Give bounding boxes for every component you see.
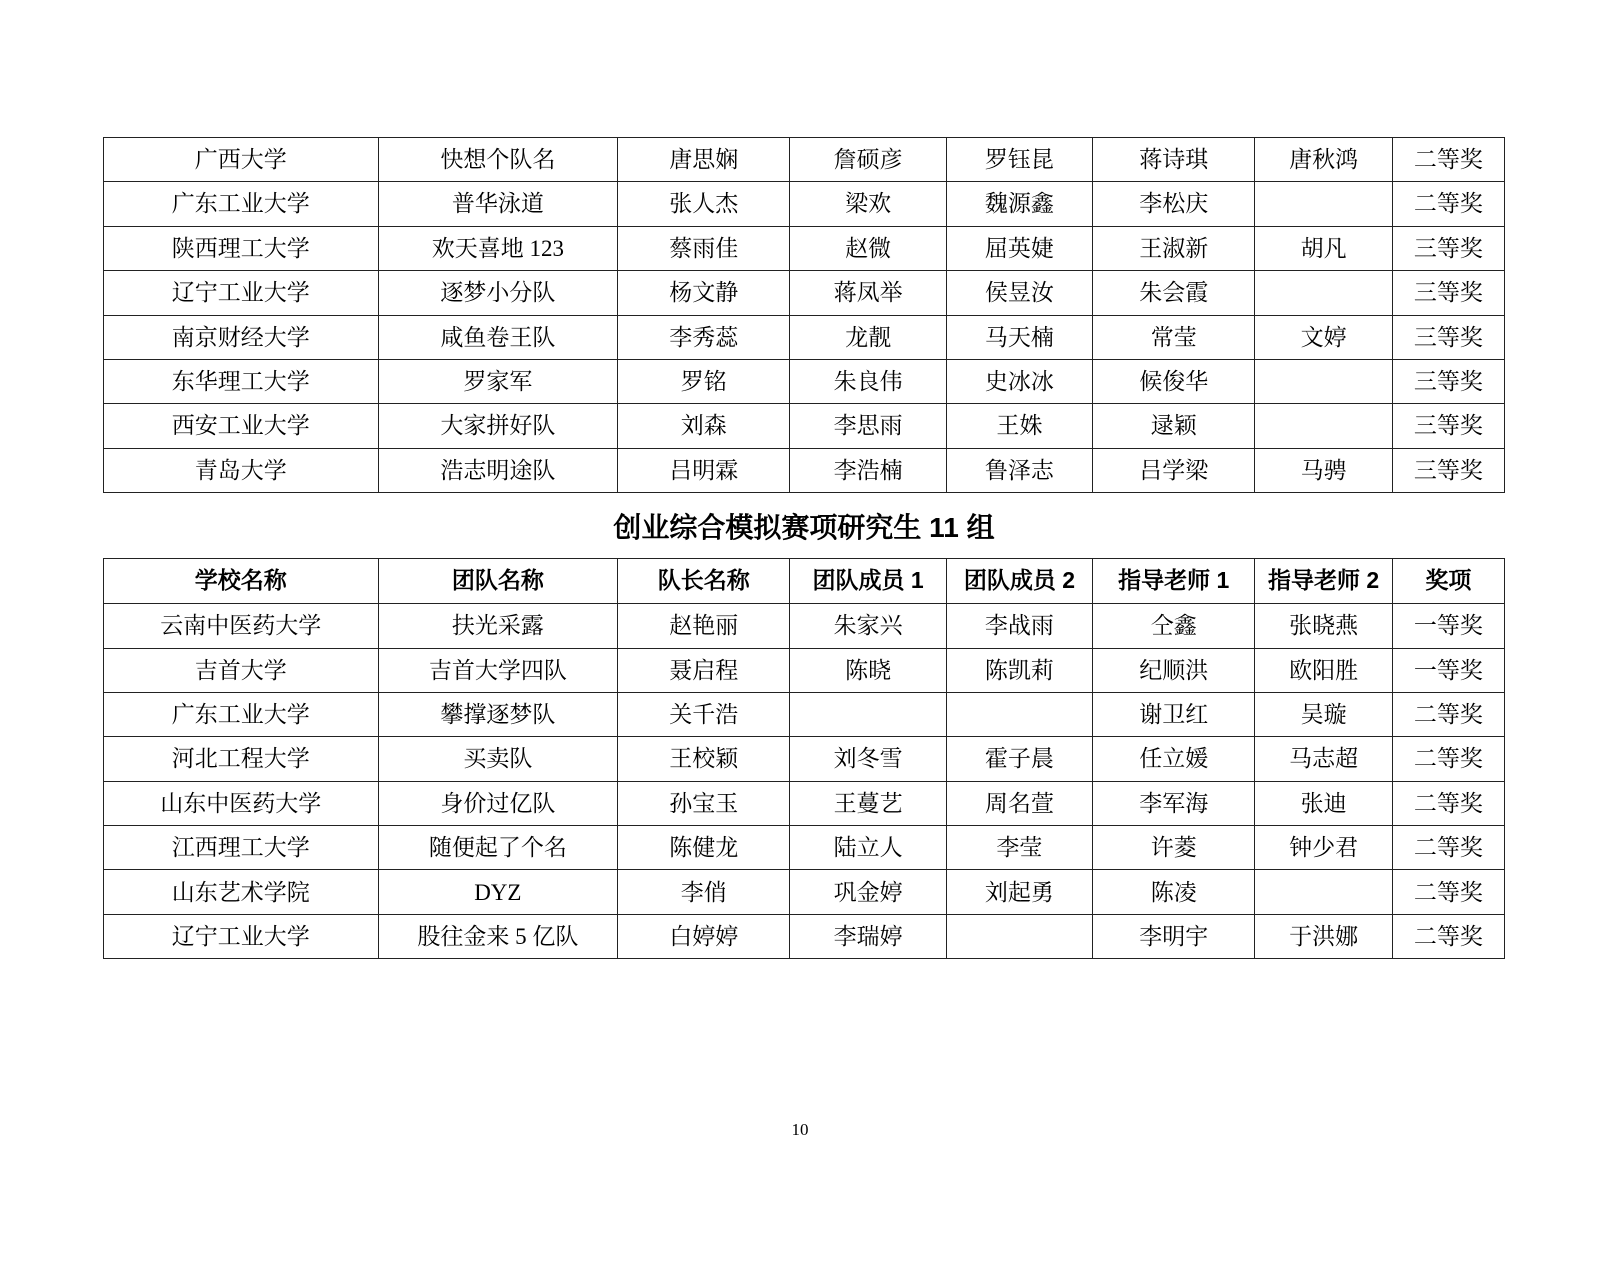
table-cell: 赵微 (790, 226, 946, 270)
table-cell: 任立媛 (1093, 737, 1255, 781)
table-cell (946, 692, 1092, 736)
table-cell: 二等奖 (1392, 737, 1504, 781)
header-row (104, 559, 1505, 604)
table-cell: 钟少君 (1255, 826, 1392, 870)
table-cell: 二等奖 (1392, 826, 1504, 870)
table-cell: 二等奖 (1392, 138, 1504, 182)
table-cell: 李军海 (1093, 781, 1255, 825)
table-cell: 河北工程大学 (104, 737, 379, 781)
table-cell: 广东工业大学 (104, 692, 379, 736)
table-cell: 李浩楠 (790, 448, 946, 492)
table-cell: 李思雨 (790, 404, 946, 448)
table-cell: 张人杰 (618, 182, 790, 226)
table-cell: 逐梦小分队 (378, 271, 618, 315)
table-cell: 龙靓 (790, 315, 946, 359)
table-cell: 陕西理工大学 (104, 226, 379, 270)
table-cell: 李松庆 (1093, 182, 1255, 226)
table-cell: 辽宁工业大学 (104, 271, 379, 315)
table-cell: 鲁泽志 (946, 448, 1092, 492)
table-cell: 浩志明途队 (378, 448, 618, 492)
table-cell (1255, 359, 1392, 403)
table-cell: 陈健龙 (618, 826, 790, 870)
column-header: 学校名称 (104, 559, 379, 604)
table-cell: 谢卫红 (1093, 692, 1255, 736)
table-row (104, 604, 1505, 648)
table-cell: 赵艳丽 (618, 604, 790, 648)
table-cell: 仝鑫 (1093, 604, 1255, 648)
table-cell: 身价过亿队 (378, 781, 618, 825)
document-page (0, 137, 1600, 1268)
table-cell: 马骋 (1255, 448, 1392, 492)
table-cell: 李莹 (946, 826, 1092, 870)
table-cell: 东华理工大学 (104, 359, 379, 403)
table-cell: 于洪娜 (1255, 914, 1392, 958)
table-cell: 刘起勇 (946, 870, 1092, 914)
table-row (104, 359, 1505, 403)
table-row (104, 271, 1505, 315)
table-cell: 随便起了个名 (378, 826, 618, 870)
table-cell: 候俊华 (1093, 359, 1255, 403)
table-cell: 王姝 (946, 404, 1092, 448)
table-row (104, 182, 1505, 226)
table-row (104, 404, 1505, 448)
table-cell: 吴璇 (1255, 692, 1392, 736)
table-cell: 陈凯莉 (946, 648, 1092, 692)
table-cell: 罗钰昆 (946, 138, 1092, 182)
table-cell: 三等奖 (1392, 359, 1504, 403)
table-cell: 詹硕彦 (790, 138, 946, 182)
table-cell: 二等奖 (1392, 692, 1504, 736)
table-cell: 巩金婷 (790, 870, 946, 914)
table-cell: 刘冬雪 (790, 737, 946, 781)
table-cell: 李明宇 (1093, 914, 1255, 958)
table-cell (1255, 182, 1392, 226)
table-row (104, 315, 1505, 359)
table-cell: 蔡雨佳 (618, 226, 790, 270)
table-cell: 关千浩 (618, 692, 790, 736)
table-cell: 朱良伟 (790, 359, 946, 403)
table-cell: 李战雨 (946, 604, 1092, 648)
column-header: 指导老师 2 (1255, 559, 1392, 604)
table-cell: 王校颖 (618, 737, 790, 781)
table-cell: 文婷 (1255, 315, 1392, 359)
table-cell: 胡凡 (1255, 226, 1392, 270)
table-cell: 陈晓 (790, 648, 946, 692)
table-cell: 纪顺洪 (1093, 648, 1255, 692)
table-cell: 广西大学 (104, 138, 379, 182)
section-title: 创业综合模拟赛项研究生 11 组 (613, 511, 995, 543)
table-cell: 朱家兴 (790, 604, 946, 648)
table-row (104, 737, 1505, 781)
column-header: 指导老师 1 (1093, 559, 1255, 604)
table-cell: 李秀蕊 (618, 315, 790, 359)
table-row (104, 781, 1505, 825)
table-cell: 吉首大学四队 (378, 648, 618, 692)
table-cell: 一等奖 (1392, 648, 1504, 692)
table-cell: 侯昱汝 (946, 271, 1092, 315)
table-cell: 云南中医药大学 (104, 604, 379, 648)
table-cell: 李瑞婷 (790, 914, 946, 958)
page-number: 10 (791, 1120, 809, 1139)
table-cell: 罗铭 (618, 359, 790, 403)
table-cell: 广东工业大学 (104, 182, 379, 226)
table-cell: 逯颖 (1093, 404, 1255, 448)
column-header: 团队成员 2 (946, 559, 1092, 604)
table-cell: 吉首大学 (104, 648, 379, 692)
table-cell (946, 914, 1092, 958)
table-cell: 马天楠 (946, 315, 1092, 359)
table-cell: 扶光采露 (378, 604, 618, 648)
table-cell: 蒋凤举 (790, 271, 946, 315)
table-cell: 三等奖 (1392, 315, 1504, 359)
table-cell: 王淑新 (1093, 226, 1255, 270)
table-cell: 三等奖 (1392, 448, 1504, 492)
table-cell: 一等奖 (1392, 604, 1504, 648)
results-table-group11 (103, 558, 1505, 959)
table-cell: 白婷婷 (618, 914, 790, 958)
table-cell: 魏源鑫 (946, 182, 1092, 226)
table-cell: 蒋诗琪 (1093, 138, 1255, 182)
table-cell: 史冰冰 (946, 359, 1092, 403)
column-header: 奖项 (1392, 559, 1504, 604)
table-cell: 张晓燕 (1255, 604, 1392, 648)
table-cell: 江西理工大学 (104, 826, 379, 870)
table-cell: 陈凌 (1093, 870, 1255, 914)
table-cell (790, 692, 946, 736)
column-header: 团队成员 1 (790, 559, 946, 604)
table-cell: 周名萱 (946, 781, 1092, 825)
table-cell (1255, 870, 1392, 914)
table-cell: 王蔓艺 (790, 781, 946, 825)
table-cell: DYZ (378, 870, 618, 914)
table-cell: 买卖队 (378, 737, 618, 781)
table-cell: 三等奖 (1392, 404, 1504, 448)
table-row (104, 226, 1505, 270)
table-cell: 山东中医药大学 (104, 781, 379, 825)
table-row (104, 870, 1505, 914)
table-cell: 唐思娴 (618, 138, 790, 182)
table-cell: 聂启程 (618, 648, 790, 692)
table-cell: 股往金来 5 亿队 (378, 914, 618, 958)
table-cell (1255, 404, 1392, 448)
table-cell: 吕学梁 (1093, 448, 1255, 492)
table-cell: 大家拼好队 (378, 404, 618, 448)
table-cell: 李俏 (618, 870, 790, 914)
table-cell: 欧阳胜 (1255, 648, 1392, 692)
table-cell: 罗家军 (378, 359, 618, 403)
table-cell: 三等奖 (1392, 271, 1504, 315)
table-cell: 二等奖 (1392, 870, 1504, 914)
table-cell: 快想个队名 (378, 138, 618, 182)
table-cell: 孙宝玉 (618, 781, 790, 825)
table-row (104, 826, 1505, 870)
table-cell: 攀撑逐梦队 (378, 692, 618, 736)
table-cell: 常莹 (1093, 315, 1255, 359)
table-cell: 欢天喜地 123 (378, 226, 618, 270)
table-cell: 二等奖 (1392, 781, 1504, 825)
table-cell: 陆立人 (790, 826, 946, 870)
table-cell: 刘森 (618, 404, 790, 448)
table-row (104, 914, 1505, 958)
table-cell: 杨文静 (618, 271, 790, 315)
column-header: 队长名称 (618, 559, 790, 604)
results-table-continuation (103, 137, 1505, 493)
table-cell: 霍子晨 (946, 737, 1092, 781)
table-cell: 咸鱼卷王队 (378, 315, 618, 359)
table-cell: 屈英婕 (946, 226, 1092, 270)
table-cell (1255, 271, 1392, 315)
table-row (104, 448, 1505, 492)
table-cell: 青岛大学 (104, 448, 379, 492)
table-cell: 许菱 (1093, 826, 1255, 870)
table-cell: 三等奖 (1392, 226, 1504, 270)
table-cell: 吕明霖 (618, 448, 790, 492)
table-cell: 西安工业大学 (104, 404, 379, 448)
table-cell: 辽宁工业大学 (104, 914, 379, 958)
table-cell: 唐秋鸿 (1255, 138, 1392, 182)
table-cell: 二等奖 (1392, 914, 1504, 958)
table-cell: 山东艺术学院 (104, 870, 379, 914)
table-row (104, 648, 1505, 692)
table-cell: 马志超 (1255, 737, 1392, 781)
table-row (104, 138, 1505, 182)
table-cell: 梁欢 (790, 182, 946, 226)
table-cell: 普华泳道 (378, 182, 618, 226)
table-cell: 南京财经大学 (104, 315, 379, 359)
table-row (104, 692, 1505, 736)
table-cell: 二等奖 (1392, 182, 1504, 226)
column-header: 团队名称 (378, 559, 618, 604)
table-cell: 朱会霞 (1093, 271, 1255, 315)
table-cell: 张迪 (1255, 781, 1392, 825)
